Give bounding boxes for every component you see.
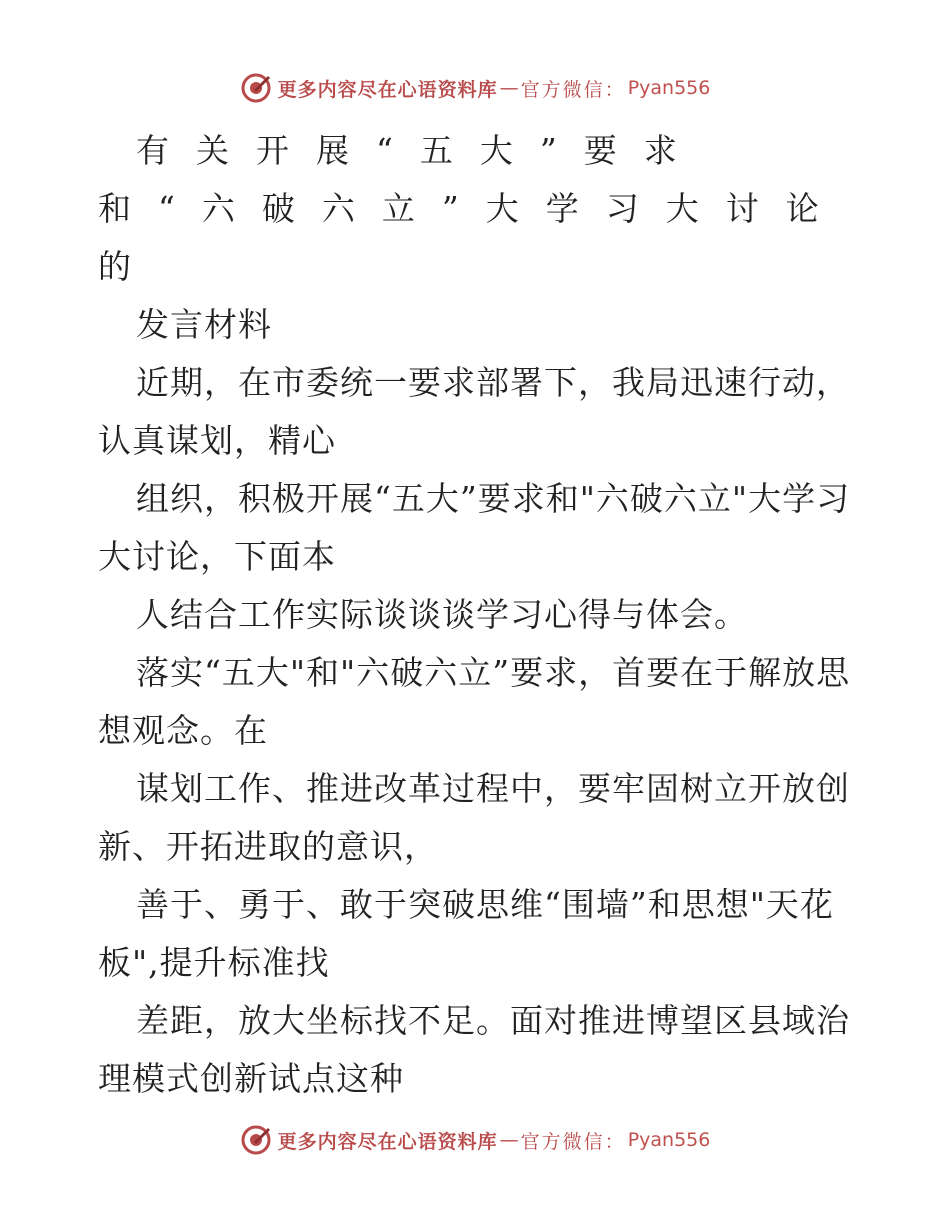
paragraph-line: 近期，在市委统一要求部署下，我局迅速行动，认真谋划，精心 [98,363,850,460]
paragraph-line: 落实“五大"和"六破六立”要求，首要在于解放思想观念。在 [98,653,851,750]
document-title: 有关开展“五大”要求和“六破六立”大学习大讨论的 [98,131,846,286]
document-body [98,122,858,1108]
banner-separator: — [499,77,519,99]
banner-separator: — [499,1129,519,1151]
wechat-label: 官方微信： [520,1130,626,1153]
paragraph-line: 组织，积极开展“五大”要求和"六破六立"大学习大讨论，下面本 [98,479,851,576]
paragraph-line: 发言材料 [136,305,272,344]
wechat-label: 官方微信： [520,78,626,101]
paragraph-line: 差距，放大坐标找不足。面对推进博望区县域治理模式创新试点这种 [98,1001,850,1098]
paragraph-line: 人结合工作实际谈谈谈学习心得与体会。 [136,595,748,634]
footer-watermark-banner [0,1124,950,1156]
brand-logo-icon [240,1124,272,1156]
paragraph-line: 善于、勇于、敢于突破思维“围墙”和思想"天花板",提升标准找 [98,885,834,982]
brand-name: 更多内容尽在心语资料库 [277,78,498,101]
header-watermark-banner [0,72,950,104]
paragraph-line: 谋划工作、推进改革过程中，要牢固树立开放创新、开拓进取的意识， [98,769,850,866]
brand-name: 更多内容尽在心语资料库 [277,1130,498,1153]
brand-logo-icon [240,72,272,104]
wechat-id: Pyan556 [627,1129,711,1151]
wechat-id: Pyan556 [627,77,711,99]
